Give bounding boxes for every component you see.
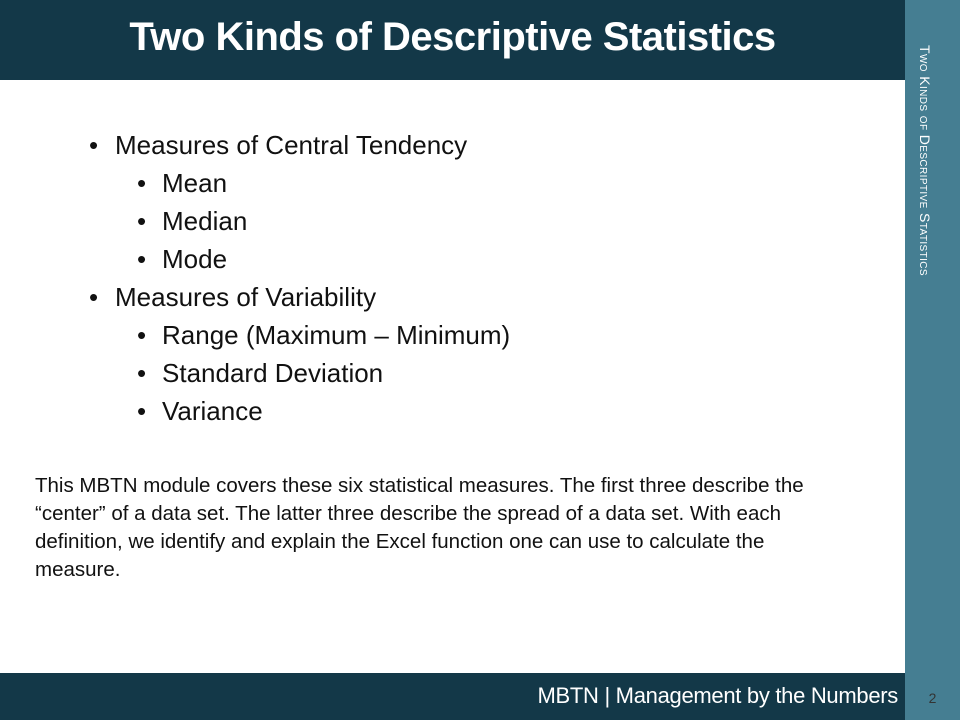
bullet-text: Median <box>162 206 248 236</box>
bullet-marker: • <box>137 244 147 274</box>
bullet-marker: • <box>89 130 99 160</box>
bullet-marker: • <box>137 320 147 350</box>
bullet-text: Mean <box>162 168 228 198</box>
page-number: 2 <box>928 690 937 706</box>
slide-title: Two Kinds of Descriptive Statistics <box>129 14 776 59</box>
footer-text: MBTN | Management by the Numbers <box>537 683 898 708</box>
side-title: Two Kinds of Descriptive Statistics <box>917 45 933 276</box>
bullet-marker: • <box>137 358 147 388</box>
bullet-text: Mode <box>162 244 228 274</box>
bullet-text: Variance <box>162 396 263 426</box>
bullet-marker: • <box>137 206 147 236</box>
bullet-text: Measures of Central Tendency <box>115 130 468 160</box>
summary-paragraph: This MBTN module covers these six statistical measures. The first three describe the “center” of a data set. The latter three describe the spread of a data set. With each definition, we identify and explain the Excel function one can use to calculate the measure. <box>35 474 804 581</box>
bullet-text: Measures of Variability <box>115 282 377 312</box>
bullet-marker: • <box>89 282 99 312</box>
bullet-marker: • <box>137 168 147 198</box>
bullet-marker: • <box>137 396 147 426</box>
bullet-text: Range (Maximum – Minimum) <box>162 320 511 350</box>
bullet-text: Standard Deviation <box>162 358 384 388</box>
